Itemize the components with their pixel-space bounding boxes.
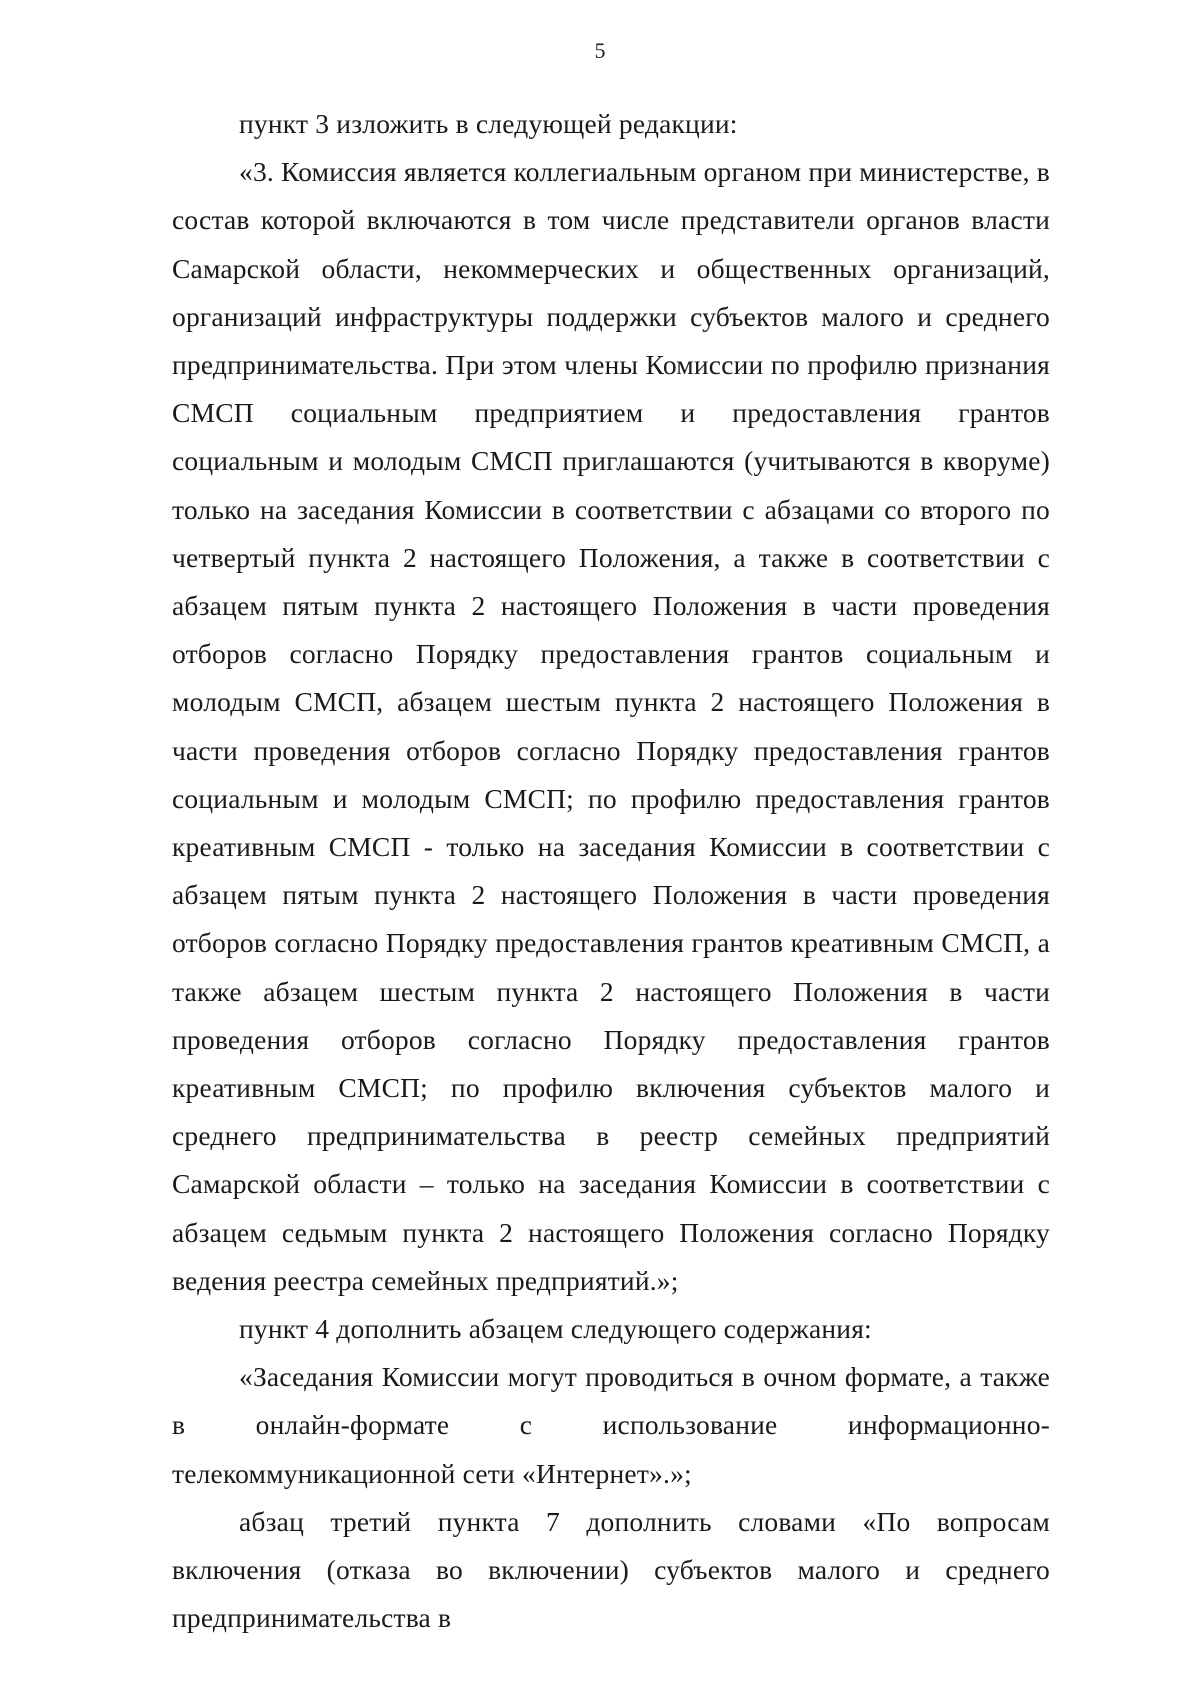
- page-number: 5: [594, 38, 606, 63]
- paragraph-item3-text: «3. Комиссия является коллегиальным органом при министерстве, в состав которой включаются в том числе представители органов власти Самарской области, некоммерческих и общественных организаций, организаций инфраструктуры поддержки субъектов малого и среднего предпринимательства. При этом члены Комиссии по профилю признания СМСП социальным предприятием и предоставления грантов социальным и молодым СМСП приглашаются (учитываются в кворуме) только на заседания Комиссии в соответствии с абзацами со второго по четвертый пункта 2 настоящего Положения, а также в соответствии с абзацем пятым пункта 2 настоящего Положения в части проведения отборов согласно Порядку предоставления грантов социальным и молодым СМСП, абзацем шестым пункта 2 настоящего Положения в части проведения отборов согласно Порядку предоставления грантов социальным и молодым СМСП; по профилю предоставления грантов креативным СМСП - только на заседания Комиссии в соответствии с абзацем пятым пункта 2 настоящего Положения в части проведения отборов согласно Порядку предоставления грантов креативным СМСП, а также абзацем шестым пункта 2 настоящего Положения в части проведения отборов согласно Порядку предоставления грантов креативным СМСП; по профилю включения субъектов малого и среднего предпринимательства в реестр семейных предприятий Самарской области – только на заседания Комиссии в соответствии с абзацем седьмым пункта 2 настоящего Положения согласно Порядку ведения реестра семейных предприятий.»;: [172, 156, 1050, 1296]
- document-body: [172, 100, 1050, 1643]
- paragraph-item3-intro: пункт 3 изложить в следующей редакции:: [239, 108, 738, 139]
- paragraph-item7-text: абзац третий пункта 7 дополнить словами «По вопросам включения (отказа во включении) субъектов малого и среднего предпринимательства в: [172, 1505, 1050, 1634]
- paragraph-item4-intro: пункт 4 дополнить абзацем следующего содержания:: [239, 1313, 872, 1345]
- paragraph-item4-text: «Заседания Комиссии могут проводиться в очном формате, а также в онлайн-формате с использование информационно-телекоммуникационной сети «Интернет».»;: [172, 1361, 1050, 1489]
